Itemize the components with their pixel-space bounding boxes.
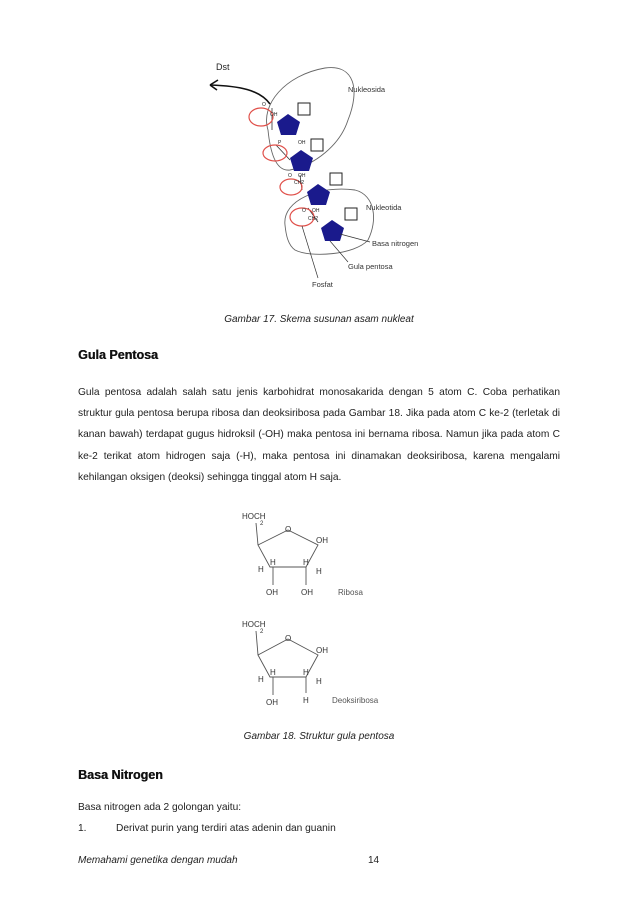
ribosa-hoch: HOCH — [242, 512, 266, 521]
deoksiribosa-h-bottom-right: H — [303, 696, 309, 705]
nucleic-acid-scheme-figure — [190, 50, 450, 298]
footer-title: Memahami genetika dengan mudah — [78, 855, 238, 866]
ribosa-ring-o: O — [285, 525, 292, 534]
gula-pentosa-heading: Gula Pentosa — [78, 348, 158, 362]
deoksiribosa-structure — [242, 620, 379, 707]
sugar-pentagon — [321, 220, 344, 241]
base-square — [330, 173, 342, 185]
basa-nitrogen-heading: Basa Nitrogen — [78, 768, 163, 782]
deoksiribosa-ring-o: O — [285, 634, 292, 643]
ribosa-sub2: 2 — [260, 521, 264, 527]
pentose-structures-figure — [228, 505, 418, 720]
ribosa-h4: H — [316, 567, 322, 576]
gula-pentosa-label: Gula pentosa — [348, 262, 393, 271]
dst-label: Dst — [216, 62, 230, 72]
pointer-line — [340, 234, 370, 242]
atom-label: OH — [312, 208, 320, 214]
bond — [256, 631, 258, 655]
atom-label: CH2 — [294, 180, 305, 186]
deoksiribosa-h2: H — [270, 668, 276, 677]
nukleotida-outline — [285, 189, 374, 254]
deoksiribosa-hoch: HOCH — [242, 620, 266, 629]
atom-label: OH — [270, 112, 278, 118]
sugar-pentagon — [290, 150, 313, 171]
deoksiribosa-name: Deoksiribosa — [332, 696, 379, 705]
figure-18-caption: Gambar 18. Struktur gula pentosa — [243, 731, 395, 742]
nukleosida-outline — [267, 68, 355, 171]
ribosa-h1: H — [258, 565, 264, 574]
base-square — [298, 103, 310, 115]
sugar-pentagon — [307, 184, 330, 205]
nukleotida-label: Nukleotida — [366, 203, 402, 212]
deoksiribosa-oh-bottom-left: OH — [266, 698, 278, 707]
atom-label: OH — [298, 173, 306, 179]
deoksiribosa-h4: H — [316, 677, 322, 686]
base-square — [311, 139, 323, 151]
atom-label: O — [302, 208, 306, 214]
list-item — [78, 823, 336, 834]
pointer-line — [302, 226, 318, 278]
deoksiribosa-oh-right: OH — [316, 646, 328, 655]
base-square — [345, 208, 357, 220]
nukleosida-label: Nukleosida — [348, 85, 386, 94]
figure-17-caption: Gambar 17. Skema susunan asam nukleat — [224, 314, 414, 325]
bond — [256, 523, 258, 545]
deoksiribosa-h1: H — [258, 675, 264, 684]
page-number: 14 — [368, 855, 380, 866]
gula-pentosa-paragraph: Gula pentosa adalah salah satu jenis karbohidrat monosakarida dengan 5 atom C. Coba perhatikan struktur gula pentosa berupa ribosa dan deoksiribosa pada Gambar 18. Jika pada atom C ke-2 (terletak di kanan bawah) terdapat gugus hidroksil (-OH) maka pentosa ini bernama ribosa. Namun jika pada atom C ke-2 terikat atom hidrogen saja (-H), maka pentosa ini dinamakan deoksiribosa, karena mengalami kehilangan oksigen (deoksi) sehingga tinggal atom H saja. — [78, 387, 560, 483]
ribosa-structure — [242, 512, 363, 597]
ribosa-ring — [258, 530, 318, 567]
atom-label: OH — [298, 140, 306, 146]
deoksiribosa-h3: H — [303, 668, 309, 677]
atom-label: CH2 — [308, 216, 319, 222]
atom-label: P — [278, 140, 282, 146]
basa-nitrogen-intro: Basa nitrogen ada 2 golongan yaitu: — [78, 802, 242, 813]
basa-nitrogen-label: Basa nitrogen — [372, 239, 419, 248]
deoksiribosa-sub2: 2 — [260, 629, 264, 635]
deoksiribosa-ring — [258, 639, 318, 677]
atom-label: O — [288, 173, 292, 179]
ribosa-h3: H — [303, 558, 309, 567]
ribosa-name: Ribosa — [338, 588, 363, 597]
sugar-pentagon — [277, 114, 300, 135]
ribosa-oh-bottom-left: OH — [266, 588, 278, 597]
list-item-number: 1. — [78, 823, 87, 834]
dst-arrow — [210, 85, 270, 104]
ribosa-oh-bottom-right: OH — [301, 588, 313, 597]
atom-label: O — [262, 102, 266, 108]
fosfat-label: Fosfat — [312, 280, 333, 289]
ribosa-h2: H — [270, 558, 276, 567]
list-item-text: Derivat purin yang terdiri atas adenin dan guanin — [116, 823, 336, 834]
ribosa-oh-right: OH — [316, 536, 328, 545]
